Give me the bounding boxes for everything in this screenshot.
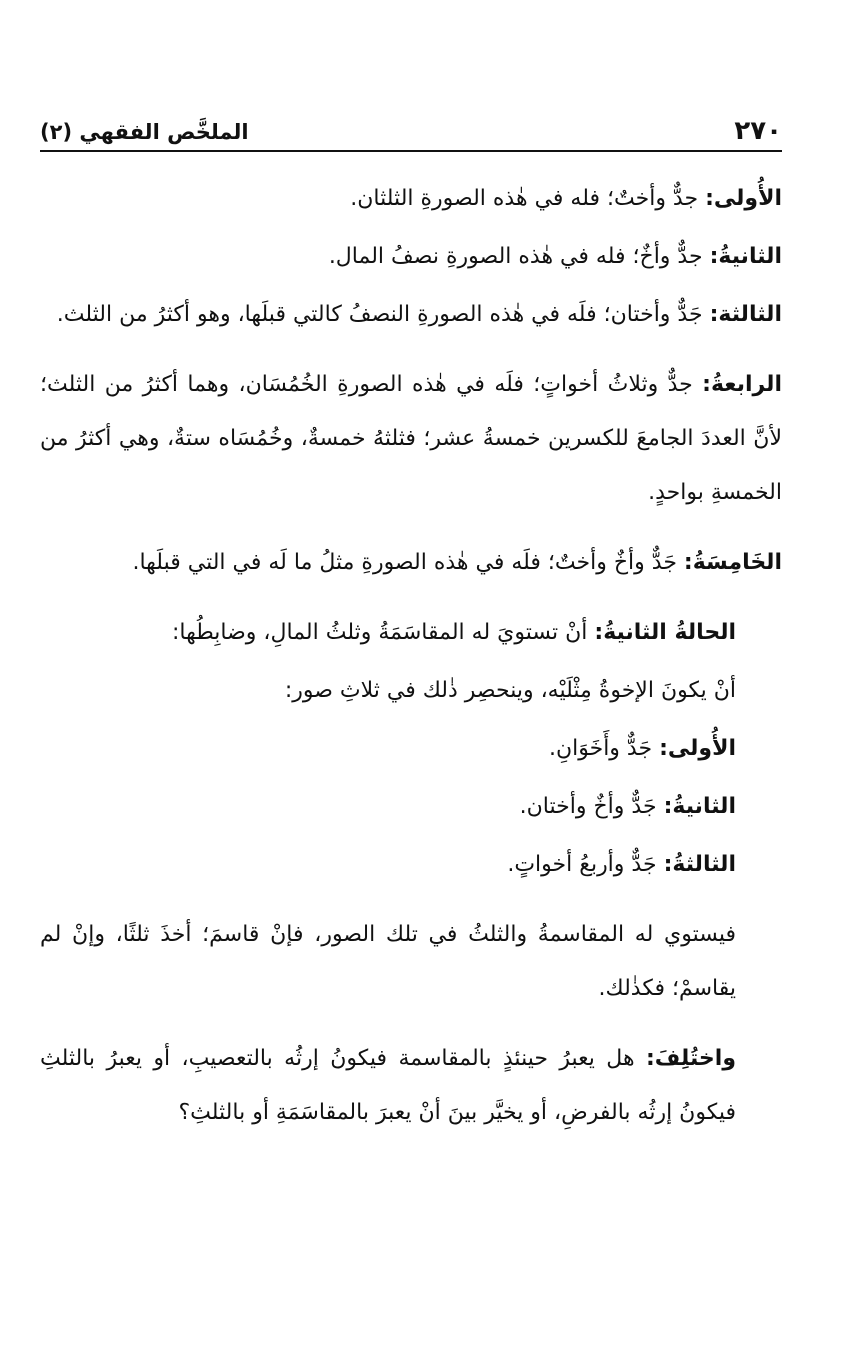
running-title: الملخَّص الفقهي (٢) xyxy=(40,120,249,144)
paragraph-sub-case-1 xyxy=(40,722,782,776)
book-page xyxy=(40,112,782,1156)
paragraph-lead: الحالةُ الثانيةُ: xyxy=(594,620,736,645)
paragraph-rule xyxy=(40,664,782,718)
paragraph-case-4 xyxy=(40,358,782,520)
page-header xyxy=(40,112,782,152)
paragraph-case-3 xyxy=(40,288,782,342)
paragraph-text: جَدٌّ وأخٌ وأختٌ؛ فلَه في هٰذه الصورةِ مثلُ ما لَه في التي قبلَها. xyxy=(132,550,684,575)
paragraph-lead: الأُولى: xyxy=(659,736,736,761)
paragraph-text: أنْ يكونَ الإخوةُ مِثْلَيْه، وينحصِر ذٰلك في ثلاثِ صور: xyxy=(284,678,736,703)
paragraph-lead: الخَامِسَةُ: xyxy=(683,550,782,575)
paragraph-lead: الثانيةُ: xyxy=(663,794,736,819)
paragraph-sub-case-2 xyxy=(40,780,782,834)
paragraph-text: جَدٌّ وأخٌ وأختان. xyxy=(519,794,664,819)
paragraph-case-5 xyxy=(40,536,782,590)
paragraph-text: جدٌّ وثلاثُ أخواتٍ؛ فلَه في هٰذه الصورةِ الخُمُسَان، وهما أكثرُ من الثلث؛ لأنَّ العددَ الجامعَ للكسرين خمسةُ عشر؛ فثلثهُ خمسةٌ، وخُمُسَاه ستةٌ، وهي أكثرُ من الخمسةِ بواحدٍ. xyxy=(40,372,782,505)
paragraph-text: أنْ تستويَ له المقاسَمَةُ وثلثُ المالِ، وضابِطُها: xyxy=(171,620,595,645)
paragraph-lead: الثانيةُ: xyxy=(709,244,782,269)
paragraph-text: جَدٌّ وأختان؛ فلَه في هٰذه الصورةِ النصفُ كالتي قبلَها، وهو أكثرُ من الثلث. xyxy=(56,302,710,327)
paragraph-lead: الثالثة: xyxy=(709,302,782,327)
paragraph-lead: واختُلِفَ: xyxy=(645,1046,736,1071)
paragraph-conclusion xyxy=(40,908,782,1016)
paragraph-case-2 xyxy=(40,230,782,284)
paragraph-case-1 xyxy=(40,172,782,226)
paragraph-text: هل يعبرُ حينئذٍ بالمقاسمة فيكونُ إرثُه بالتعصيبِ، أو يعبرُ بالثلثِ فيكونُ إرثُه بالفرضِ، أو يخيَّر بينَ أنْ يعبرَ بالمقاسَمَةِ أو بالثلثِ؟ xyxy=(40,1046,736,1125)
paragraph-text: جدٌّ وأخٌ؛ فله في هٰذه الصورةِ نصفُ المال. xyxy=(328,244,710,269)
paragraph-second-state xyxy=(40,606,782,660)
paragraph-text: جَدٌّ وأربعُ أخواتٍ. xyxy=(507,852,664,877)
paragraph-text: جَدٌّ وأَخَوَانِ. xyxy=(548,736,660,761)
paragraph-lead: الأُولى: xyxy=(705,186,782,211)
page-number: ٢٧٠ xyxy=(734,116,782,146)
paragraph-text: فيستوي له المقاسمةُ والثلثُ في تلك الصور، فإنْ قاسمَ؛ أخذَ ثلثًا، وإنْ لم يقاسمْ؛ فكذٰلك. xyxy=(40,922,736,1001)
paragraph-lead: الرابعةُ: xyxy=(702,372,782,397)
paragraph-sub-case-3 xyxy=(40,838,782,892)
paragraph-text: جدٌّ وأختٌ؛ فله في هٰذه الصورةِ الثلثان. xyxy=(350,186,706,211)
paragraph-disagreement xyxy=(40,1032,782,1140)
paragraph-lead: الثالثةُ: xyxy=(663,852,736,877)
